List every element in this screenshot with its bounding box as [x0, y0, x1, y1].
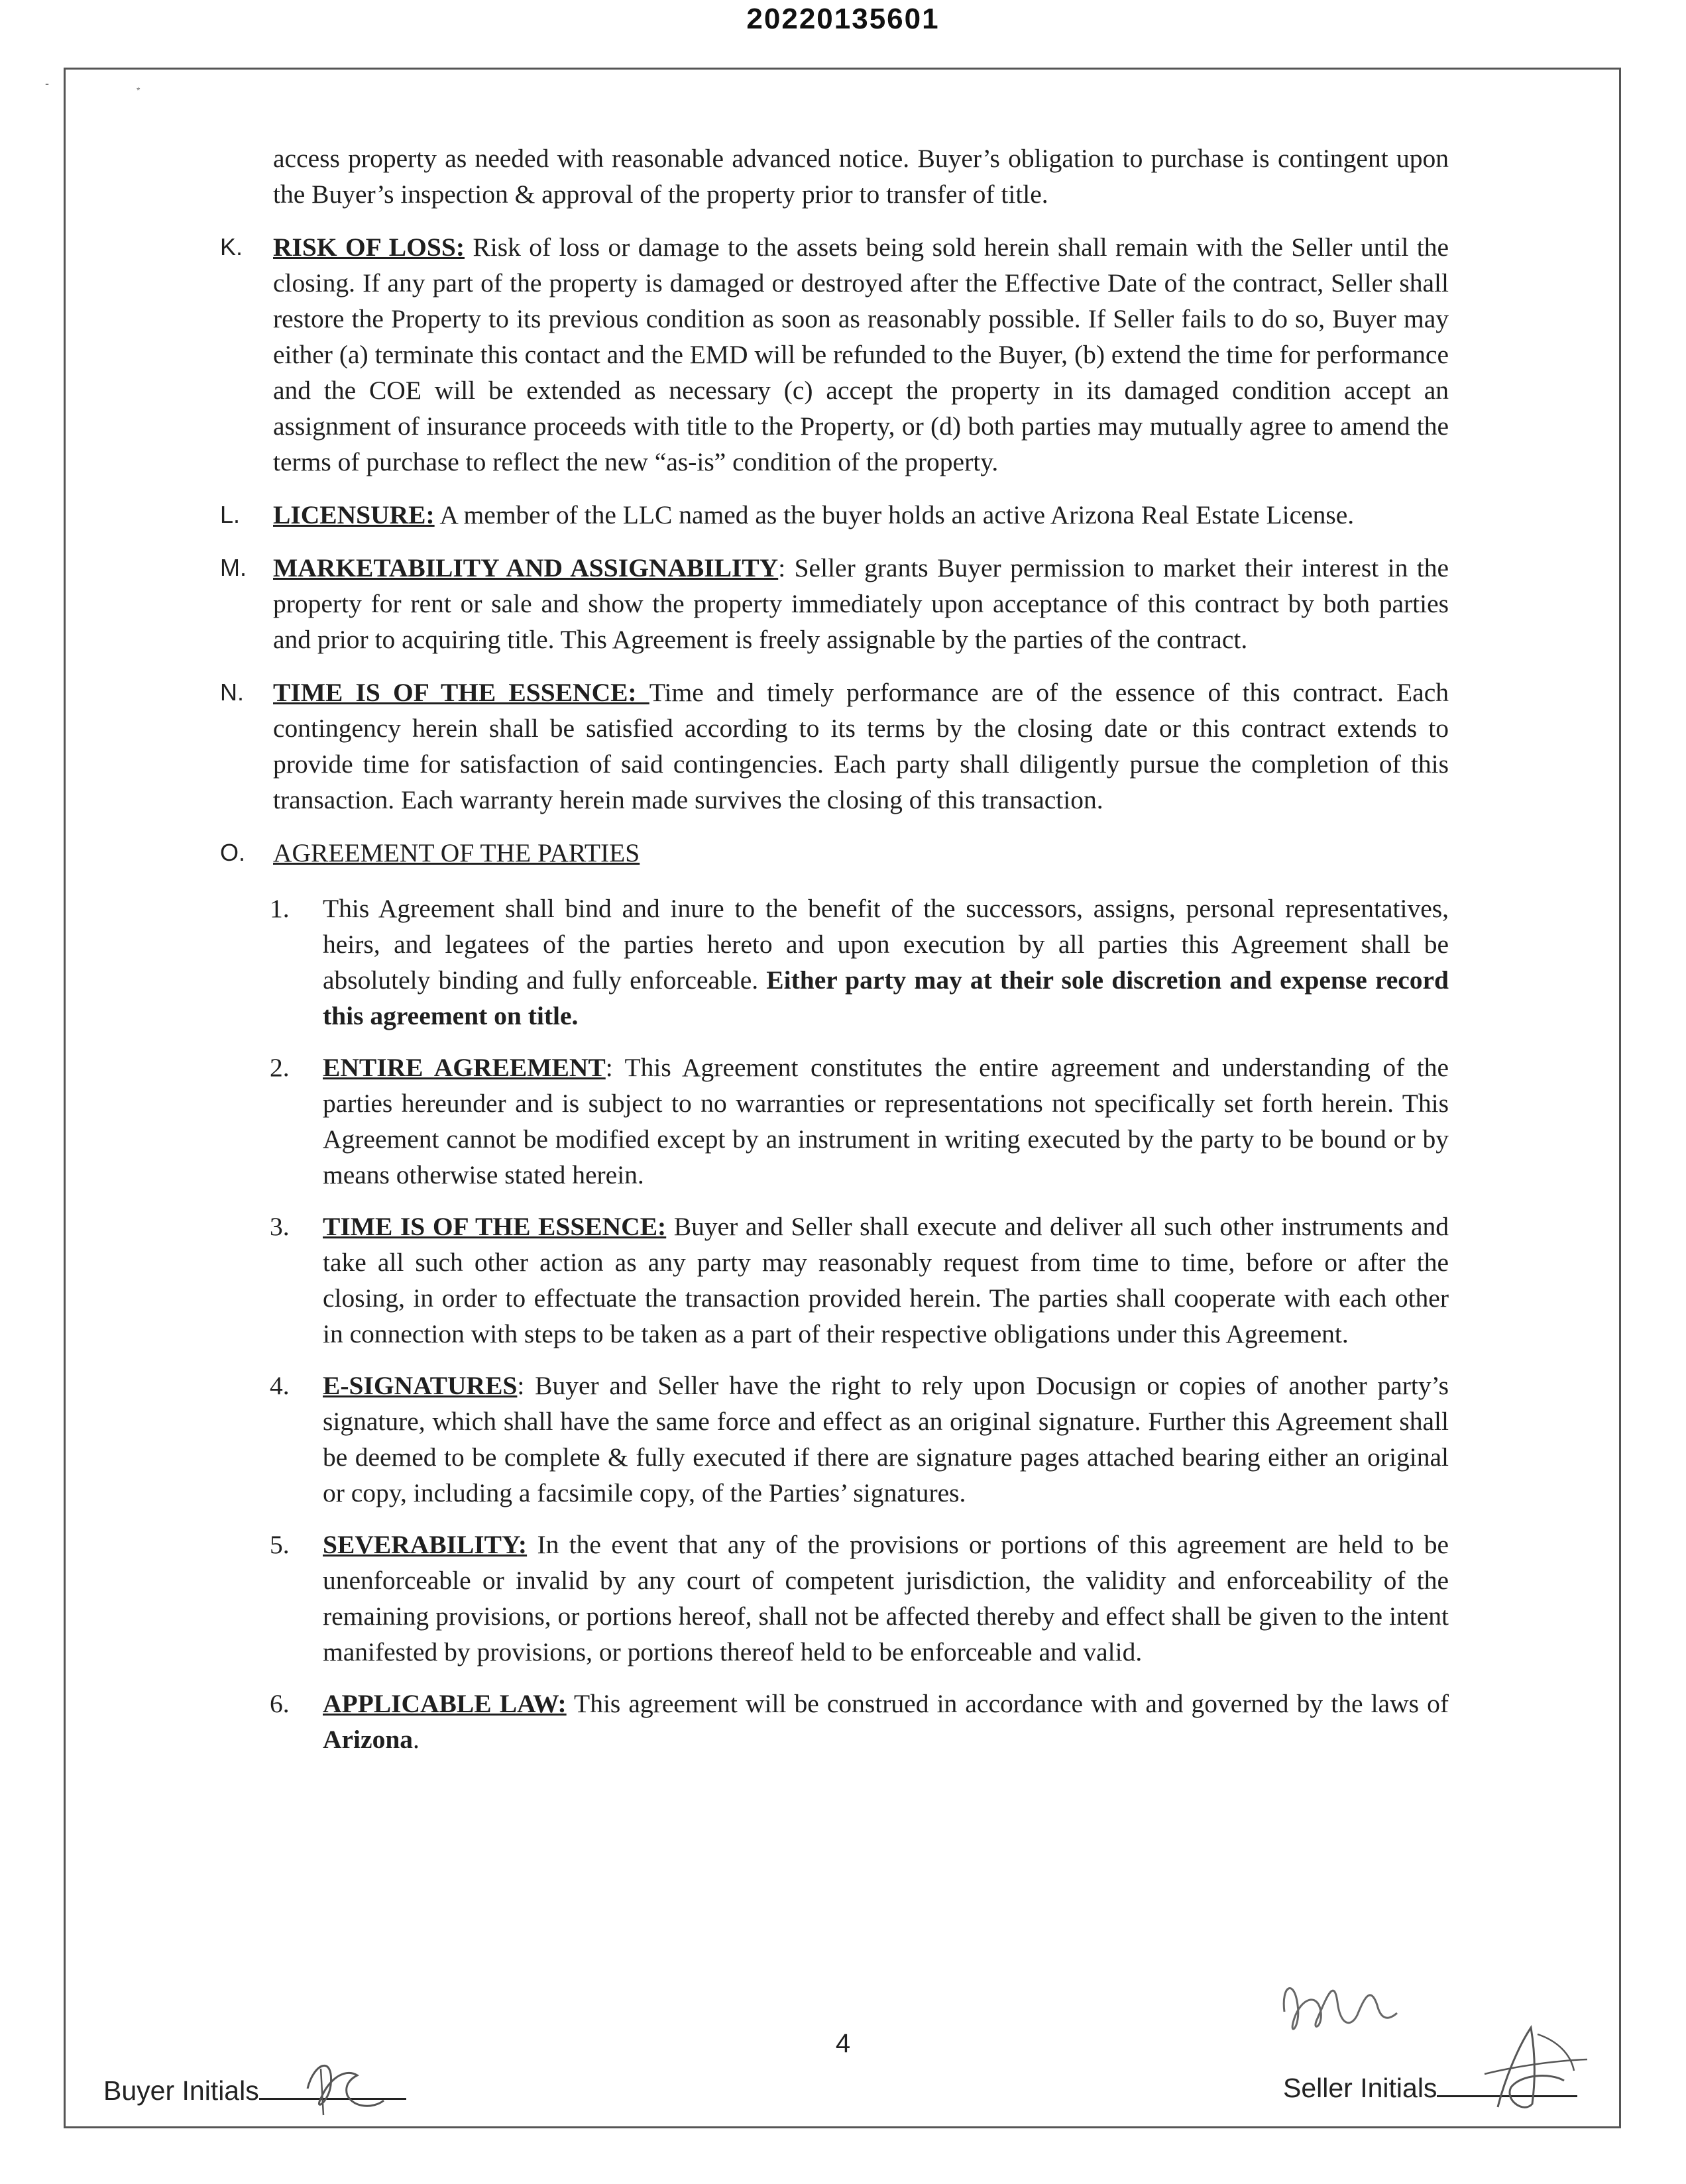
intro-paragraph: access property as needed with reasonable advanced notice. Buyer’s obligation to purchase is contingent upon the Buyer’s inspection & approval of the property prior to transfer of title.	[273, 144, 1449, 209]
item-text: This agreement will be construed in accordance with and governed by the laws of	[566, 1689, 1449, 1718]
section-o	[220, 835, 1449, 871]
item-text-tail: .	[413, 1725, 420, 1754]
section-m	[220, 550, 1449, 657]
section-letter: M.	[220, 554, 247, 581]
item-number: 1.	[270, 894, 290, 923]
seller-initials-label: Seller Initials	[1283, 2073, 1437, 2103]
section-letter: L.	[220, 501, 241, 528]
item-bold-text: Either party may at their sole discretion and expense record this agreement on title.	[323, 965, 1449, 1030]
page-number: 4	[835, 2029, 851, 2058]
section-text: Time and timely performance are of the essence of this contract. Each contingency herein shall be satisfied according to its terms by the closing date or this contract extends to provide time for satisfaction of said contingencies. Each party shall diligently pursue the completion of this transaction. Each warranty herein made survives the closing of this transaction.	[273, 678, 1449, 814]
section-letter: N.	[220, 679, 244, 706]
agreement-items	[220, 891, 1449, 1757]
section-letter: K.	[220, 233, 243, 260]
document-body	[220, 140, 1449, 1773]
section-l	[220, 497, 1449, 533]
item-number: 5.	[270, 1530, 290, 1559]
list-item	[270, 1686, 1449, 1757]
item-number: 3.	[270, 1212, 290, 1241]
section-heading: AGREEMENT OF THE PARTIES	[273, 838, 640, 867]
section-letter: O.	[220, 839, 246, 866]
item-text: : This Agreement constitutes the entire agreement and understanding of the parties hereunder and is subject to no warranties or representations not specifically set forth herein. This Agreement cannot be modified except by an instrument in writing executed by the party to be bound or by means otherwise stated herein.	[323, 1053, 1449, 1189]
seller-initials-signature	[1458, 2021, 1591, 2120]
section-heading: TIME IS OF THE ESSENCE:	[273, 678, 649, 707]
list-item	[270, 1050, 1449, 1193]
buyer-initials-label: Buyer Initials	[103, 2075, 259, 2106]
list-item	[270, 1209, 1449, 1352]
section-text: Risk of loss or damage to the assets being sold herein shall remain with the Seller until the closing. If any part of the property is damaged or destroyed after the Effective Date of the contract, Seller shall restore the Property to its previous condition as soon as reasonably possible. If Seller fails to do so, Buyer may either (a) terminate this contact and the EMD will be refunded to the Buyer, (b) extend the time for performance and the COE will be extended as necessary (c) accept the property in its damaged condition accept an assignment of insurance proceeds with title to the Property, or (d) both parties may mutually agree to amend the terms of purchase to reflect the new “as-is” condition of the property.	[273, 233, 1449, 476]
scan-speck: *	[137, 85, 140, 95]
item-number: 6.	[270, 1689, 290, 1718]
scan-speck: -	[45, 77, 49, 90]
document-number: 20220135601	[746, 3, 940, 35]
section-text: A member of the LLC named as the buyer holds an active Arizona Real Estate License.	[434, 500, 1355, 529]
seller-initials-signature-upper	[1271, 1965, 1404, 2051]
section-heading: LICENSURE:	[273, 500, 435, 529]
item-bold-text: Arizona	[323, 1725, 414, 1754]
buyer-initials-signature	[294, 2049, 400, 2122]
item-text: Buyer and Seller shall execute and deliver all such other instruments and take all such other action as any party may reasonably request from time to time, before or after the closing, in order to effectuate the transaction provided herein. The parties shall cooperate with each other in connection with steps to be taken as a part of their respective obligations under this Agreement.	[323, 1212, 1449, 1348]
section-text: : Seller grants Buyer permission to market their interest in the property for rent or sale and show the property immediately upon acceptance of this contract by both parties and prior to acquiring title. This Agreement is freely assignable by the parties of the contract.	[273, 553, 1449, 654]
item-heading: ENTIRE AGREEMENT	[323, 1053, 606, 1082]
item-heading: E-SIGNATURES	[323, 1371, 518, 1400]
section-k	[220, 229, 1449, 480]
item-heading: TIME IS OF THE ESSENCE:	[323, 1212, 667, 1241]
list-item	[270, 1368, 1449, 1511]
item-number: 4.	[270, 1371, 290, 1400]
item-text: In the event that any of the provisions or portions of this agreement are held to be unenforceable or invalid by any court of competent jurisdiction, the validity and enforceability of the remaining provisions, or portions hereof, shall not be affected thereby and effect shall be given to the intent manifested by provisions, or portions thereof held to be enforceable and valid.	[323, 1530, 1449, 1666]
section-n	[220, 675, 1449, 818]
list-item	[270, 1527, 1449, 1670]
list-item	[270, 891, 1449, 1034]
item-text: : Buyer and Seller have the right to rely upon Docusign or copies of another party’s signature, which shall have the same force and effect as an original signature. Further this Agreement shall be deemed to be complete & fully executed if there are signature pages attached bearing either an original or copy, including a facsimile copy, of the Parties’ signatures.	[323, 1371, 1449, 1507]
item-heading: APPLICABLE LAW:	[323, 1689, 567, 1718]
section-heading: RISK OF LOSS:	[273, 233, 465, 262]
item-number: 2.	[270, 1053, 290, 1082]
item-heading: SEVERABILITY:	[323, 1530, 528, 1559]
item-text: This Agreement shall bind and inure to the benefit of the successors, assigns, personal representatives, heirs, and legatees of the parties hereto and upon execution by all parties this Agreement shall be absolutely binding and fully enforceable.	[323, 894, 1449, 995]
section-heading: MARKETABILITY AND ASSIGNABILITY	[273, 553, 779, 582]
